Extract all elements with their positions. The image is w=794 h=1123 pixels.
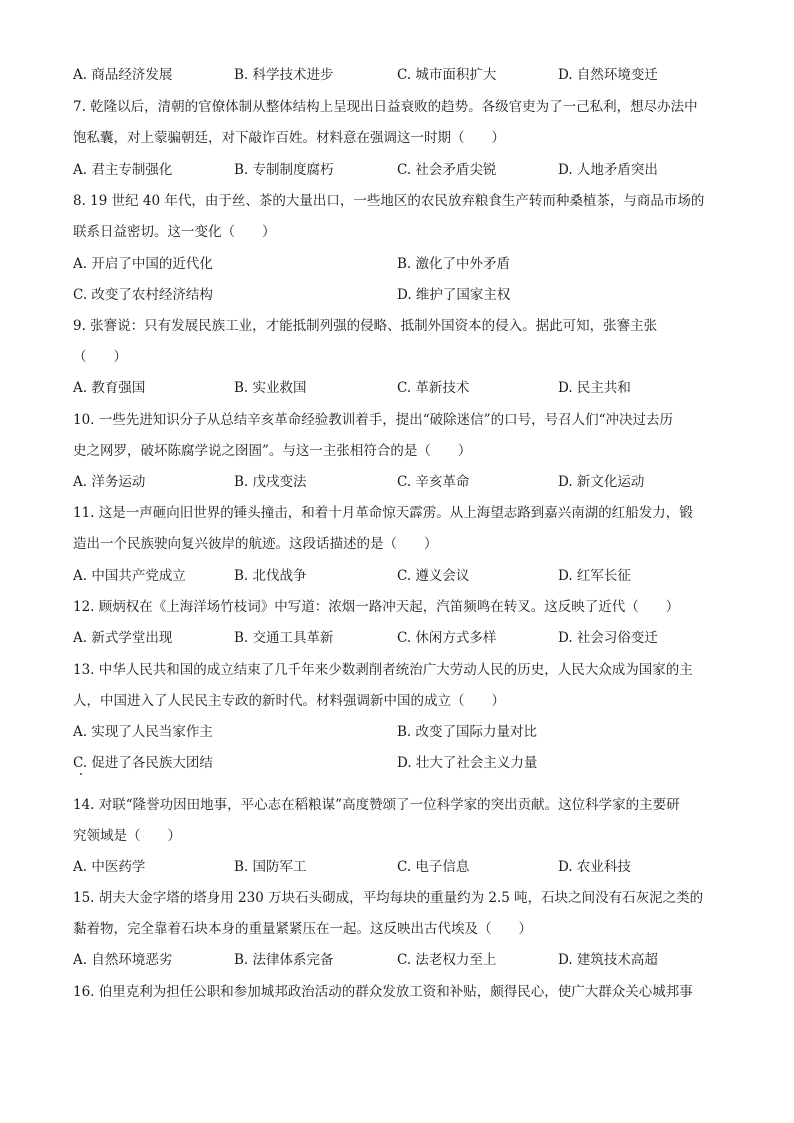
q12-option-b: B. 交通工具革新 [234,630,334,646]
q14-option-b: B. 国防军工 [234,859,307,875]
q14-option-d: D. 农业科技 [558,859,631,875]
q8-option-b: B. 激化了中外矛盾 [397,256,511,272]
q10-option-b: B. 戊戌变法 [234,474,307,490]
q7-option-b: B. 专制制度腐朽 [234,162,334,178]
q14-option-a: A. 中医药学 [73,859,146,875]
q14-option-c: C. 电子信息 [397,859,470,875]
q15-option-b: B. 法律体系完备 [234,952,334,968]
q8-option-a: A. 开启了中国的近代化 [73,256,213,272]
q12-option-c: C. 休闲方式多样 [397,630,497,646]
q15-option-c: C. 法老权力至上 [397,952,497,968]
q11-option-b: B. 北伐战争 [234,568,307,584]
q11-stem-line-2: 造出一个民族驶向复兴彼岸的航迹。这段话描述的是（ ） [73,536,438,552]
stray-dot [80,773,82,775]
q13-stem-line-1: 13. 中华人民共和国的成立结束了几千年来少数剥削者统治广大劳动人民的历史，人民大众成为国家的主 [73,662,693,678]
q8-option-d: D. 维护了国家主权 [397,287,511,303]
q9-option-a: A. 教育强国 [73,380,146,396]
q9-stem-line-2: （ ） [73,349,127,365]
q12-stem-line-1: 12. 顾炳权在《上海洋场竹枝词》中写道：浓烟一路冲天起，汽笛频鸣在转叉。这反映了近代（ ） [73,599,680,615]
q15-stem-line-2: 黏着物，完全靠着石块本身的重量紧紧压在一起。这反映出古代埃及（ ） [73,921,532,937]
q9-stem-line-1: 9. 张謇说：只有发展民族工业，才能抵制列强的侵略、抵制外国资本的侵入。据此可知，张謇主张 [73,318,658,334]
q15-option-a: A. 自然环境恶劣 [73,952,173,968]
q16-stem-line-1: 16. 伯里克利为担任公职和参加城邦政治活动的群众发放工资和补贴，颇得民心，使广大群众关心城邦事 [73,984,693,1000]
q9-option-b: B. 实业救国 [234,380,307,396]
q7-option-d: D. 人地矛盾突出 [558,162,658,178]
q11-option-c: C. 遵义会议 [397,568,470,584]
q14-stem-line-2: 究领域是（ ） [73,828,181,844]
q10-option-c: C. 辛亥革命 [397,474,470,490]
q7-option-c: C. 社会矛盾尖锐 [397,162,497,178]
q13-option-b: B. 改变了国际力量对比 [397,724,538,740]
q7-stem-line-1: 7. 乾隆以后，清朝的官僚体制从整体结构上呈现出日益衰败的趋势。各级官吏为了一己私利，想尽办法中 [73,99,698,115]
q8-option-c: C. 改变了农村经济结构 [73,287,213,303]
q6-option-c: C. 城市面积扩大 [397,67,497,83]
q11-option-d: D. 红军长征 [558,568,631,584]
q11-stem-line-1: 11. 这是一声砸向旧世界的锤头撞击，和着十月革命惊天霹雳。从上海望志路到嘉兴南湖的红船发力，锻 [73,505,693,521]
q11-option-a: A. 中国共产党成立 [73,568,186,584]
q10-option-d: D. 新文化运动 [558,474,645,490]
q13-option-a: A. 实现了人民当家作主 [73,724,213,740]
q8-stem-line-1: 8. 19 世纪 40 年代，由于丝、茶的大量出口，一些地区的农民放弃粮食生产转而种桑植茶，与商品市场的 [73,193,705,209]
q6-option-d: D. 自然环境变迁 [558,67,658,83]
q12-option-d: D. 社会习俗变迁 [558,630,658,646]
q9-option-d: D. 民主共和 [558,380,631,396]
q10-stem-line-2: 史之网罗，破坏陈腐学说之囹圄”。与这一主张相符合的是（ ） [73,443,472,459]
q8-stem-line-2: 联系日益密切。这一变化（ ） [73,224,276,240]
q13-option-d: D. 壮大了社会主义力量 [397,755,538,771]
q15-stem-line-1: 15. 胡夫大金字塔的塔身用 230 万块石头砌成，平均每块的重量约为 2.5 吨，石块之间没有石灰泥之类的 [73,890,704,906]
q6-option-b: B. 科学技术进步 [234,67,334,83]
q7-stem-line-2: 饱私囊，对上蒙骗朝廷，对下敲诈百姓。材料意在强调这一时期（ ） [73,130,505,146]
q10-stem-line-1: 10. 一些先进知识分子从总结辛亥革命经验教训着手，提出“破除迷信”的口号，号召人们“冲决过去历 [73,412,673,428]
q12-option-a: A. 新式学堂出现 [73,630,173,646]
q15-option-d: D. 建筑技术高超 [558,952,658,968]
q14-stem-line-1: 14. 对联“隆誉功因田地事，平心志在稻粮谋”高度赞颂了一位科学家的突出贡献。这位科学家的主要研 [73,797,680,813]
q13-stem-line-2: 人，中国进入了人民民主专政的新时代。材料强调新中国的成立（ ） [73,693,505,709]
q9-option-c: C. 革新技术 [397,380,470,396]
q7-option-a: A. 君主专制强化 [73,162,173,178]
q10-option-a: A. 洋务运动 [73,474,146,490]
q6-option-a: A. 商品经济发展 [73,67,173,83]
q13-option-c: C. 促进了各民族大团结 [73,755,213,771]
